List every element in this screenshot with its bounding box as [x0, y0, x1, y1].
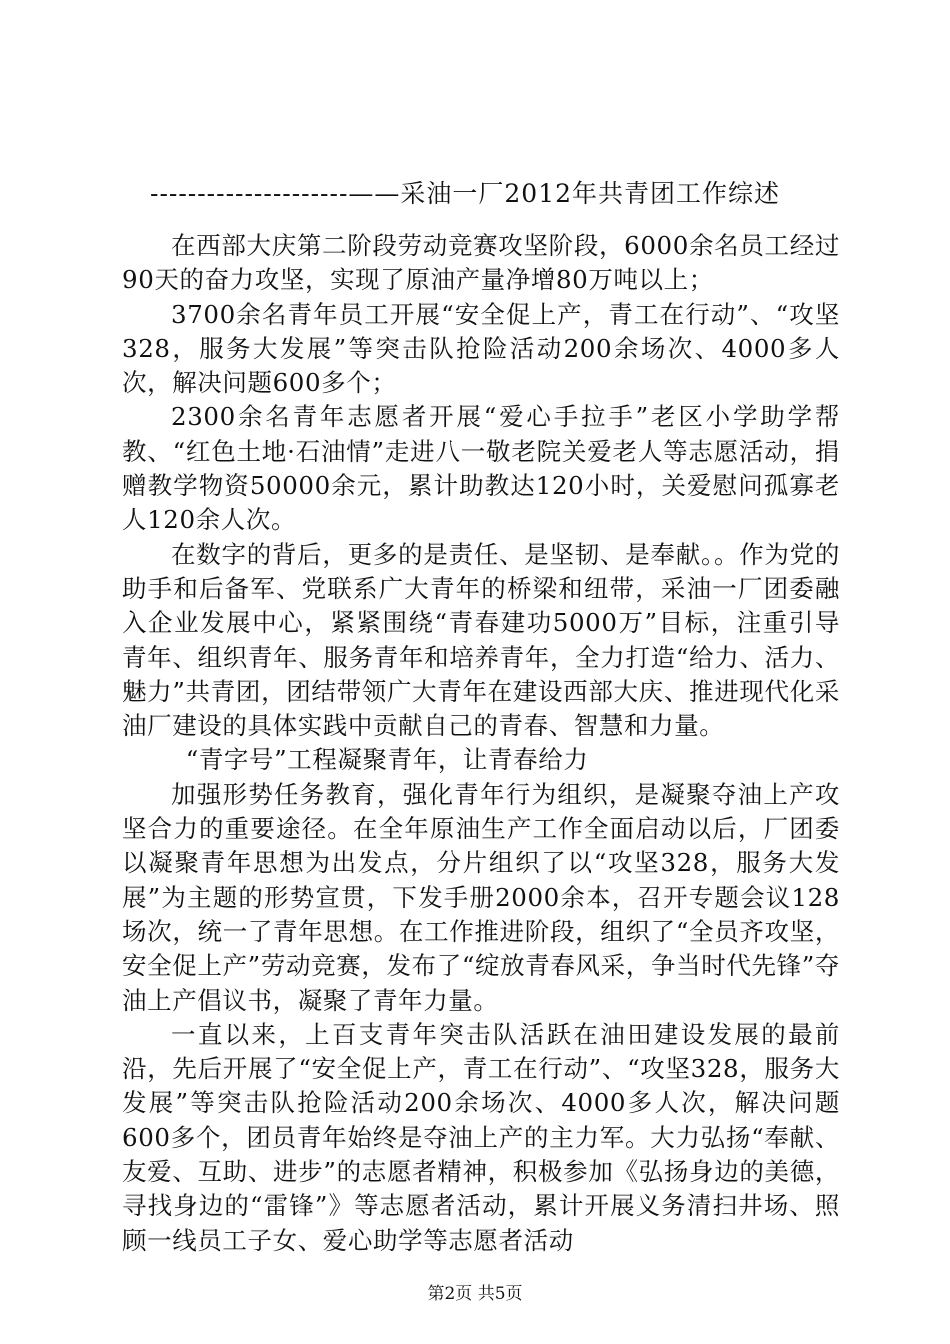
paragraph-situation-education: 加强形势任务教育，强化青年行为组织，是凝聚夺油上产攻坚合力的重要途径。在全年原油生产工作全面启动以后，厂团委以凝聚青年思想为出发点，分片组织了以“攻坚328，服务大发展”为主题的形势宣贯，下发手册2000余本，召开专题会议128场次，统一了青年思想。在工作推进阶段，组织了“全员齐攻坚，安全促上产”劳动竞赛，发布了“绽放青春风采，争当时代先锋”夺油上产倡议书，凝聚了青年力量。	[122, 779, 840, 1015]
paragraph-competition-result: 在西部大庆第二阶段劳动竞赛攻坚阶段，6000余名员工经过90天的奋力攻坚，实现了原油产量净增80万吨以上；	[122, 231, 840, 295]
page-number-footer: 第2页 共5页	[427, 1284, 523, 1304]
paragraph-volunteers: 2300余名青年志愿者开展“爱心手拉手”老区小学助学帮教、“红色土地·石油情”走进八一敬老院关爱老人等志愿活动，捐赠教学物资50000余元，累计助教达120小时，关爱慰问孤寡老人120余人次。	[122, 402, 840, 535]
paragraph-behind-numbers: 在数字的背后，更多的是责任、是坚韧、是奉献。。作为党的助手和后备军、党联系广大青年的桥梁和纽带，采油一厂团委融入企业发展中心，紧紧围绕“青春建功5000万”目标，注重引导青年、组织青年、服务青年和培养青年，全力打造“给力、活力、魅力”共青团，团结带领广大青年在建设西部大庆、推进现代化采油厂建设的具体实践中贡献自己的青春、智慧和力量。	[122, 539, 840, 741]
paragraph-shock-teams-volunteer-spirit: 一直以来，上百支青年突击队活跃在油田建设发展的最前沿，先后开展了“安全促上产，青工在行动”、“攻坚328，服务大发展”等突击队抢险活动200余场次、4000多人次，解决问题600多个，团员青年始终是夺油上产的主力军。大力弘扬“奉献、友爱、互助、进步”的志愿者精神，积极参加《弘扬身边的美德，寻找身边的“雷锋”》等志愿者活动，累计开展义务清扫井场、照顾一线员工子女、爱心助学等志愿者活动	[122, 1019, 840, 1255]
document-body	[122, 229, 840, 1258]
section-heading: “青字号”工程凝聚青年，让青春给力	[185, 745, 589, 775]
paragraph-youth-shock-teams: 3700余名青年员工开展“安全促上产，青工在行动”、“攻坚328，服务大发展”等突击队抢险活动200余场次、4000多人次，解决问题600多个；	[122, 299, 840, 398]
document-subtitle: ---------------------——采油一厂2012年共青团工作综述	[150, 179, 781, 208]
